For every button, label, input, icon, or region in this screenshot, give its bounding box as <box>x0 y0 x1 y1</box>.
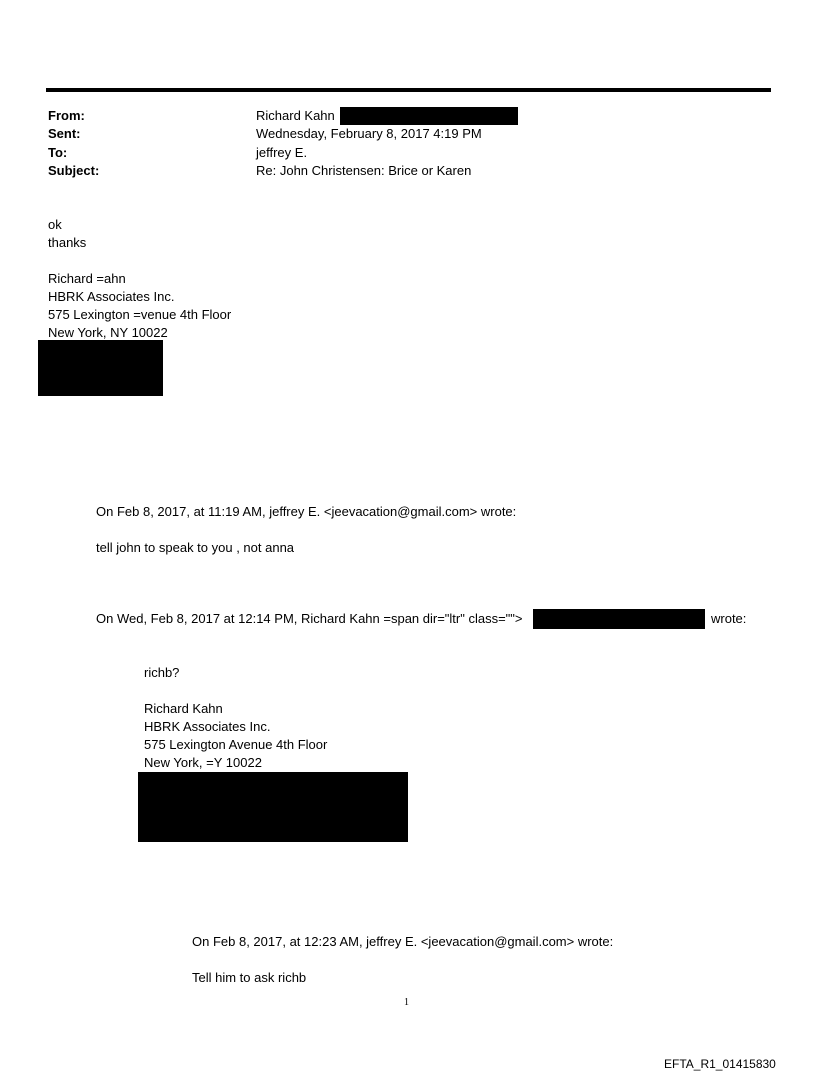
sent-value: Wednesday, February 8, 2017 4:19 PM <box>256 126 482 141</box>
page-number: 1 <box>404 997 409 1008</box>
signature-address: 575 Lexington =venue 4th Floor <box>48 307 232 322</box>
document-id: EFTA_R1_01415830 <box>664 1057 776 1071</box>
to-label: To: <box>48 145 68 160</box>
to-value: jeffrey E. <box>256 145 308 160</box>
quote1-header: On Feb 8, 2017, at 11:19 AM, jeffrey E. <jeevacation@gmail.com> wrote: <box>96 504 517 519</box>
subject-value: Re: John Christensen: Brice or Karen <box>256 163 472 178</box>
redaction-quote2-signature <box>138 772 408 842</box>
quote3-header: On Feb 8, 2017, at 12:23 AM, jeffrey E. <jeevacation@gmail.com> wrote: <box>192 934 614 949</box>
quote2-signature-city: New York, =Y 10022 <box>144 755 262 770</box>
sent-label: Sent: <box>48 126 81 141</box>
quote2-signature-name: Richard Kahn <box>144 701 223 716</box>
from-value: Richard Kahn <box>256 108 335 123</box>
quote3-body: Tell him to ask richb <box>192 970 307 985</box>
signature-city: New York, NY 10022 <box>48 325 168 340</box>
quote2-signature-company: HBRK Associates Inc. <box>144 719 271 734</box>
quote2-signature-address: 575 Lexington Avenue 4th Floor <box>144 737 328 752</box>
signature-name: Richard =ahn <box>48 271 126 286</box>
quote1-body: tell john to speak to you , not anna <box>96 540 295 555</box>
subject-label: Subject: <box>48 163 100 178</box>
signature-company: HBRK Associates Inc. <box>48 289 175 304</box>
redaction-signature-block <box>38 340 163 396</box>
quote2-body: richb? <box>144 665 180 680</box>
quote2-header-end: wrote: <box>711 611 747 626</box>
redaction-from-email <box>340 107 518 125</box>
quote2-header: On Wed, Feb 8, 2017 at 12:14 PM, Richard Kahn =span dir="ltr" class=""> <box>96 611 523 626</box>
redaction-quote2-email <box>533 609 705 629</box>
message-line-ok: ok <box>48 217 62 232</box>
from-label: From: <box>48 108 85 123</box>
message-line-thanks: thanks <box>48 235 87 250</box>
header-rule <box>46 88 771 92</box>
